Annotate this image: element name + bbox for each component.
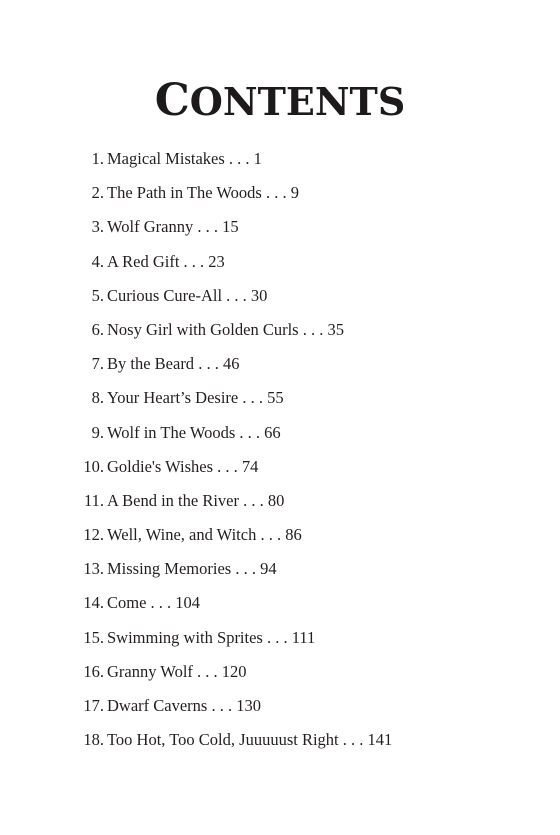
toc-entry-page-number: 66: [264, 422, 281, 442]
toc-entry-leader: . . .: [213, 456, 242, 476]
toc-entry-title: Missing Memories: [107, 559, 232, 579]
toc-entry-text: [107, 590, 200, 616]
toc-entry-title: Well, Wine, and Witch: [107, 525, 257, 545]
contents-heading-initial: C: [154, 75, 190, 126]
toc-entry: [0, 454, 560, 488]
toc-entry-leader: . . .: [262, 627, 292, 647]
toc-entry-leader: . . .: [231, 559, 261, 579]
toc-entry: [0, 214, 560, 248]
toc-entry-number: 15.: [83, 627, 104, 647]
toc-entry: [0, 659, 560, 693]
toc-entry-text: [107, 317, 344, 343]
toc-entry-leader: . . .: [235, 422, 265, 442]
toc-entry-text: [107, 556, 277, 582]
toc-entry-leader: . . .: [238, 490, 268, 510]
toc-entry-number: 11.: [83, 490, 104, 510]
toc-entry-page-number: 130: [236, 696, 261, 715]
toc-entry: [0, 317, 560, 351]
toc-entry-title: Too Hot, Too Cold, Juuuuust Right: [107, 730, 339, 750]
toc-entry-leader: . . .: [256, 525, 286, 545]
toc-entry-text: [107, 522, 302, 548]
toc-entry-number: 4.: [91, 251, 104, 271]
toc-entry-text: [107, 420, 281, 446]
toc-entry-leader: . . .: [261, 183, 291, 203]
toc-entry-text: [107, 283, 267, 309]
toc-entry-page-number: 30: [250, 285, 268, 305]
toc-entry-leader: . . .: [179, 251, 209, 271]
toc-entry-title: Swimming with Sprites: [107, 627, 263, 647]
toc-entry-number: 16.: [83, 661, 104, 681]
toc-entry-text: [107, 659, 247, 685]
toc-entry-leader: . . .: [207, 696, 237, 715]
toc-entry-page-number: 86: [285, 525, 302, 545]
toc-entry-leader: . . .: [193, 217, 223, 237]
toc-entry-text: [107, 727, 392, 753]
toc-entry-title: Magical Mistakes: [107, 149, 225, 168]
toc-entry-page-number: 9: [290, 183, 299, 203]
toc-entry-page-number: 46: [222, 354, 240, 374]
toc-entry: [0, 693, 560, 727]
toc-entry-leader: . . .: [338, 730, 368, 750]
toc-entry-title: Nosy Girl with Golden Curls: [107, 319, 299, 339]
toc-entry-text: [107, 488, 284, 514]
toc-entry-text: [107, 454, 258, 480]
toc-entry: [0, 420, 560, 454]
toc-entry: [0, 522, 560, 556]
toc-entry: [0, 351, 560, 385]
toc-entry-title: Come: [107, 593, 147, 613]
toc-entry-number: 8.: [91, 388, 104, 408]
toc-entry: [0, 146, 560, 180]
toc-entry-leader: . . .: [224, 149, 254, 168]
contents-heading-rest: ONTENTS: [189, 79, 406, 124]
toc-entry-number: 5.: [91, 285, 104, 305]
toc-entry-page-number: 104: [175, 593, 201, 613]
toc-entry-leader: . . .: [298, 319, 328, 339]
toc-entry-leader: . . .: [238, 388, 268, 408]
toc-entry-title: Wolf in The Woods: [107, 422, 236, 442]
toc-entry-leader: . . .: [194, 354, 223, 374]
toc-entry-text: [107, 625, 315, 651]
toc-entry-text: [107, 385, 284, 411]
toc-entry-number: 10.: [83, 456, 104, 476]
toc-entry-page-number: 94: [260, 559, 277, 579]
toc-entry: [0, 283, 560, 317]
toc-entry-number: 14.: [83, 593, 104, 613]
toc-entry-title: Your Heart’s Desire: [107, 388, 239, 408]
toc-entry-page-number: 80: [267, 490, 285, 510]
toc-entry-number: 6.: [91, 319, 104, 339]
toc-entry-leader: . . .: [192, 661, 222, 681]
toc-entry-title: Dwarf Caverns: [107, 696, 208, 715]
toc-entry-text: [107, 351, 239, 377]
toc-entry-title: Curious Cure-All: [107, 285, 223, 305]
toc-entry: [0, 727, 560, 761]
toc-entry: [0, 556, 560, 590]
toc-entry-page-number: 141: [367, 730, 393, 750]
toc-entry: [0, 249, 560, 283]
toc-entry-title: Goldie's Wishes: [107, 456, 214, 476]
toc-entry-page-number: 35: [327, 319, 344, 339]
toc-entry: [0, 385, 560, 419]
toc-entry-page-number: 55: [267, 388, 284, 408]
toc-entry-title: Wolf Granny: [107, 217, 194, 237]
toc-entry-page-number: 1: [253, 149, 262, 168]
toc-entry-text: [107, 249, 225, 275]
toc-entry-leader: . . .: [146, 593, 176, 613]
toc-entry-number: 13.: [83, 559, 104, 579]
contents-heading: [0, 76, 560, 127]
toc-entry-number: 9.: [91, 422, 104, 442]
toc-entry-number: 12.: [83, 525, 104, 545]
toc-entry-title: A Bend in the River: [107, 490, 239, 510]
toc-entry-number: 17.: [83, 696, 104, 715]
toc-entry-page-number: 74: [241, 456, 259, 476]
toc-entry-page-number: 120: [221, 661, 247, 681]
toc-entry: [0, 590, 560, 624]
toc-entry-page-number: 23: [208, 251, 225, 271]
toc-entry-title: By the Beard: [107, 354, 195, 374]
toc-entry: [0, 625, 560, 659]
toc-entry-number: 7.: [91, 354, 104, 374]
toc-entry-title: The Path in The Woods: [107, 183, 262, 203]
toc-entry-text: [107, 146, 262, 172]
toc-entry-leader: . . .: [222, 285, 251, 305]
toc-entry-number: 18.: [83, 730, 104, 750]
toc-entry: [0, 488, 560, 522]
toc-entry-page-number: 15: [222, 217, 239, 237]
toc-entry-text: [107, 214, 239, 240]
table-of-contents: [0, 146, 560, 761]
toc-entry: [0, 180, 560, 214]
toc-entry-text: [107, 180, 299, 206]
toc-entry-text: [107, 693, 261, 719]
toc-entry-title: Granny Wolf: [107, 661, 193, 681]
toc-entry-title: A Red Gift: [107, 251, 180, 271]
toc-entry-number: 3.: [91, 217, 104, 237]
toc-entry-number: 2.: [91, 183, 104, 203]
toc-entry-page-number: 111: [291, 627, 316, 647]
toc-entry-number: 1.: [91, 149, 104, 168]
